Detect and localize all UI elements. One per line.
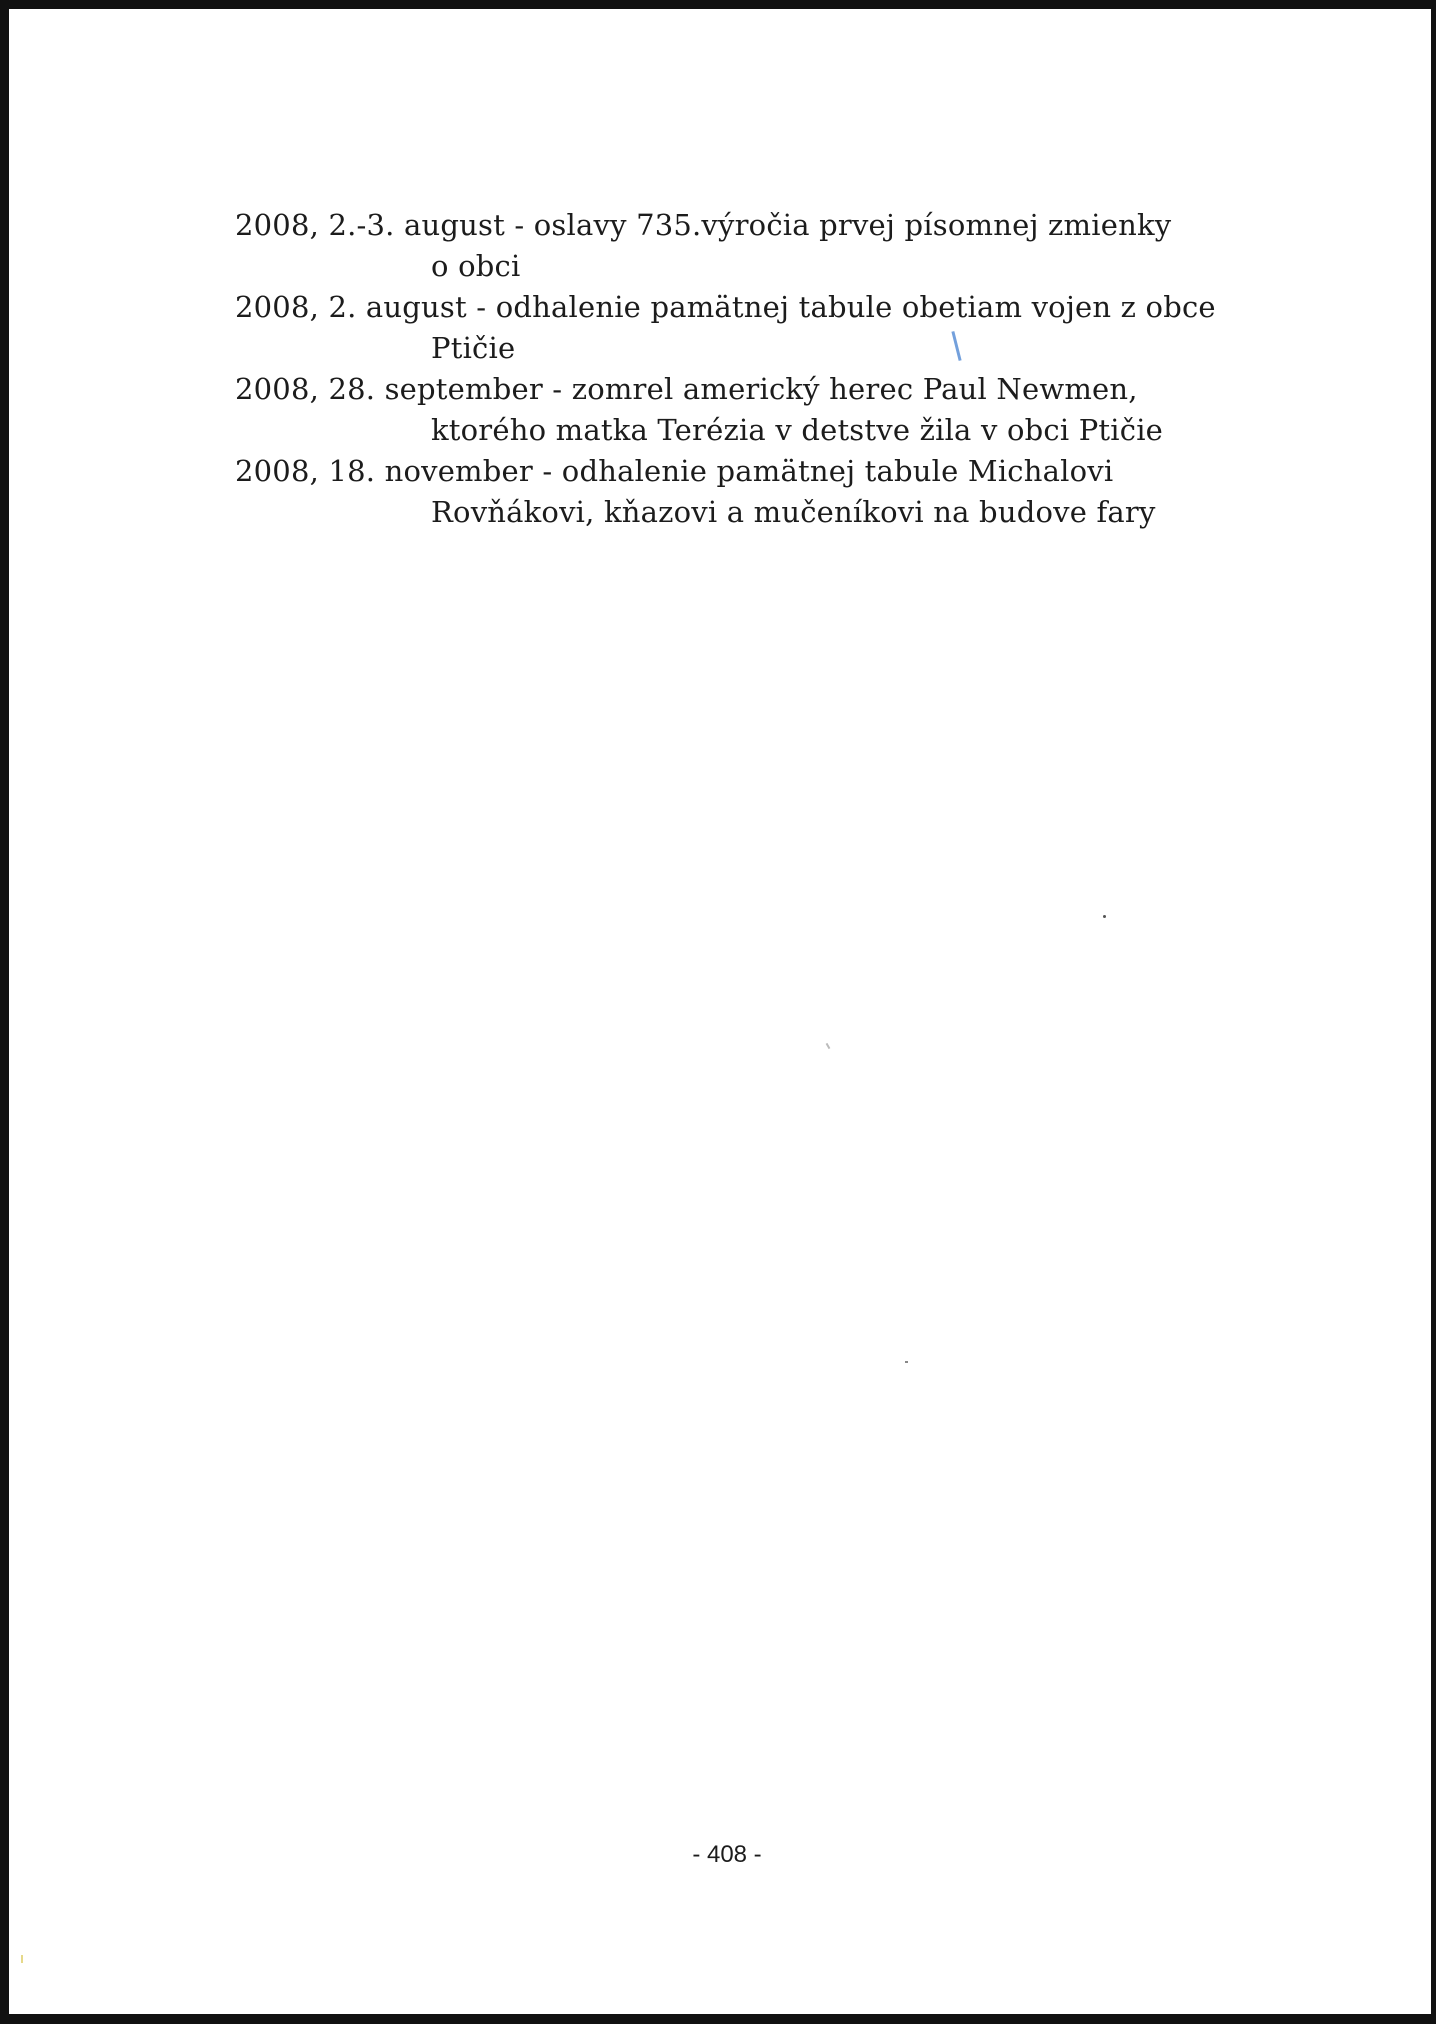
scan-speck [905,1361,908,1363]
entry-line: 2008, 18. november - odhalenie pamätnej tabule Michalovi [235,454,1114,488]
scan-speck [1103,915,1106,918]
entry-line-continuation: o obci [431,249,521,283]
page-number: - 408 - [692,1841,762,1868]
chronicle-entry-paul-newman [235,369,1385,451]
entry-line-continuation: Ptičie [431,331,516,365]
entry-line: 2008, 2.-3. august - oslavy 735.výročia prvej písomnej zmienky [235,208,1172,242]
entry-line-continuation: Rovňákovi, kňazovi a mučeníkovi na budove fary [431,495,1156,529]
scan-speck [21,1955,23,1963]
chronicle-entry-rovnak-plaque [235,451,1385,533]
entry-line: 2008, 28. september - zomrel americký herec Paul Newmen, [235,372,1138,406]
entry-line-continuation: ktorého matka Terézia v detstve žila v obci Ptičie [431,413,1164,447]
scan-speck [826,1043,831,1049]
chronicle-entry-village-anniversary [235,205,1385,287]
chronicle-entries [235,205,1385,533]
chronicle-entry-war-victims-plaque [235,287,1385,369]
entry-line: 2008, 2. august - odhalenie pamätnej tabule obetiam vojen z obce [235,290,1216,324]
